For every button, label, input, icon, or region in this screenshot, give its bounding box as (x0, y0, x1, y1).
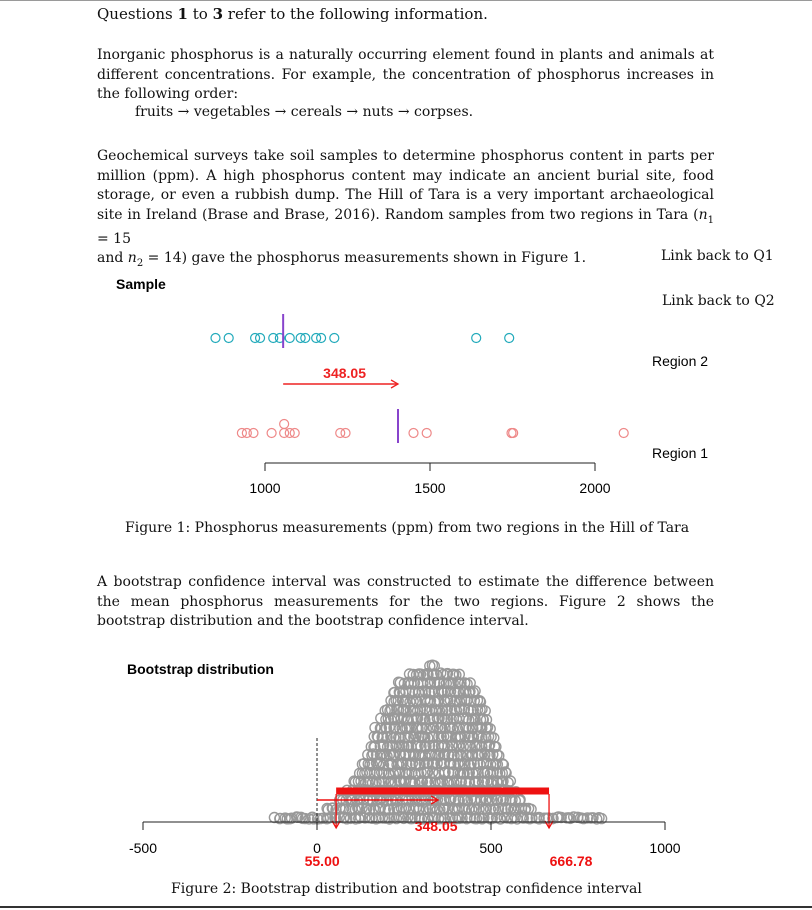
bottom-rule (0, 906, 812, 908)
order-item: nuts (362, 104, 394, 120)
x-tick-label: 500 (479, 840, 503, 856)
difference-label: 348.05 (323, 365, 366, 381)
order-arrow: → (173, 104, 194, 120)
order-arrow: → (341, 104, 363, 120)
figure-1-caption: Figure 1: Phosphorus measurements (ppm) from two regions in the Hill of Tara (125, 520, 690, 536)
order-item: cereals (290, 104, 342, 120)
questions-heading: Questions 1 to 3 refer to the following information. (97, 5, 488, 23)
figure-1-title: Sample (116, 276, 166, 292)
ci-lower-label: 55.00 (304, 853, 340, 869)
observed-label: 348.05 (414, 818, 458, 834)
figure-2-title: Bootstrap distribution (127, 661, 274, 677)
intro-paragraph: Inorganic phosphorus is a naturally occurring element found in plants and animals at different concentrations. For example, the concentration of phosphorus increases in the following order: (97, 47, 714, 102)
survey-paragraph: Geochemical surveys take soil samples to determine phosphorus content in parts per million (ppm). A high phosphorus content may indicate an ancient burial site, food storage, or even a rubbish dump. The Hill of Tara is a very important archaeological site in Ireland (Brase and Brase, 2016). Random samples from two regions in Tara ($n_1 = 15$ and $n_2 = 14$) gave the phosphorus measurements shown in Figure 1. (97, 148, 714, 270)
order-item: corpses. (414, 104, 474, 120)
row-label: Region 2 (652, 353, 709, 369)
link-back-q2[interactable]: Link back to Q2 (662, 293, 775, 309)
ci-upper-label: 666.78 (549, 853, 593, 869)
x-tick-label: 1000 (249, 480, 281, 496)
figure-2-caption: Figure 2: Bootstrap distribution and bootstrap confidence interval (171, 881, 642, 897)
order-arrow: → (393, 104, 415, 120)
row-label: Region 1 (652, 445, 709, 461)
x-tick-label: 1500 (414, 480, 446, 496)
order-item: vegetables (193, 104, 271, 120)
x-tick-label: 0 (313, 840, 321, 856)
bootstrap-paragraph: A bootstrap confidence interval was constructed to estimate the difference between the mean phosphorus measurements for the two regions. Figure 2 shows the bootstrap distribution and the bootstrap confidence interval. (97, 574, 714, 629)
x-tick-label: 2000 (579, 480, 611, 496)
order-arrow: → (270, 104, 291, 120)
link-back-q1[interactable]: Link back to Q1 (661, 248, 774, 264)
order-item: fruits (135, 104, 174, 120)
x-tick-label: -500 (128, 840, 158, 856)
x-tick-label: 1000 (649, 840, 681, 856)
